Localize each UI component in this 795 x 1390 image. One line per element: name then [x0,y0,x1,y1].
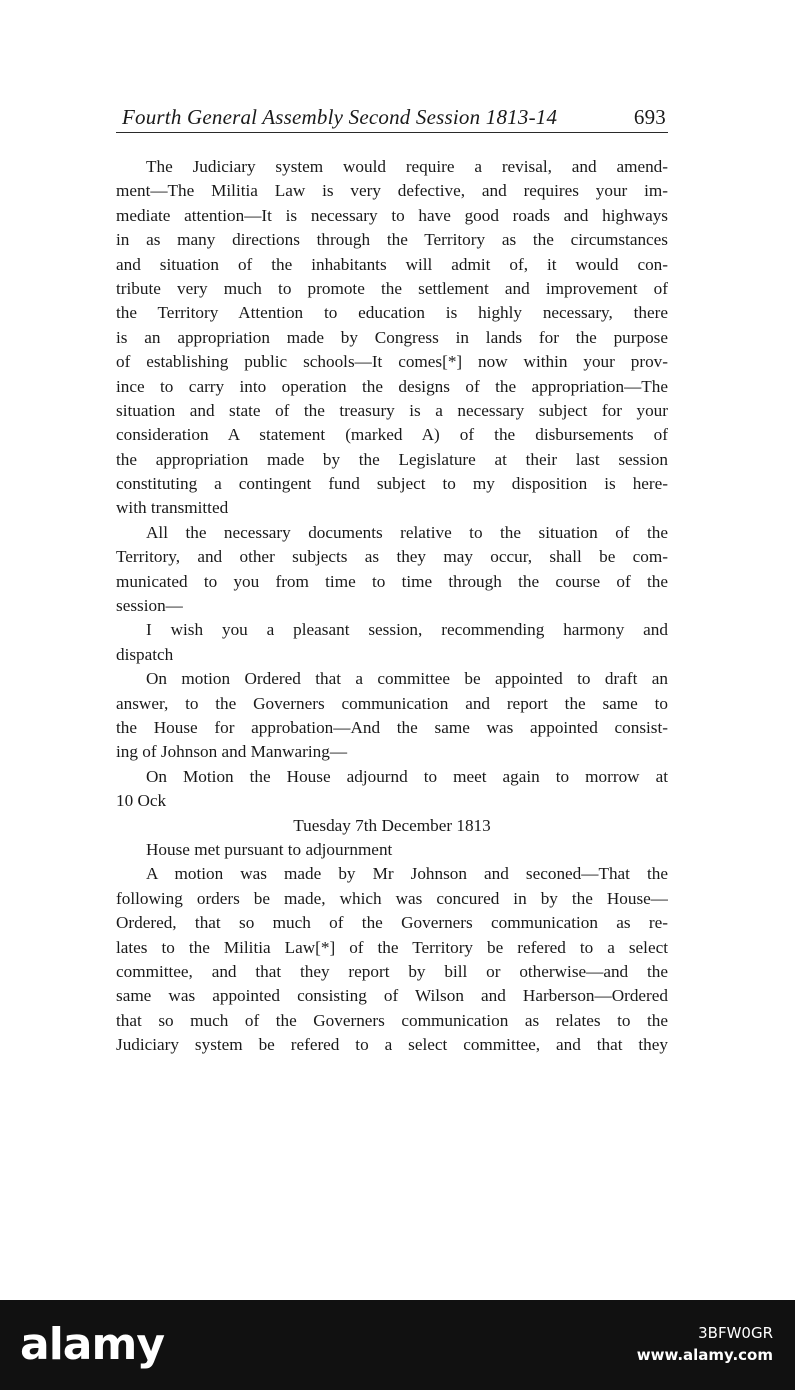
watermark-bar [0,1300,795,1390]
text-line: with transmitted [116,498,229,518]
running-head [116,102,668,133]
text-line: in as many directions through the Territory as the circumstances [116,230,668,250]
text-line: answer, to the Governers communication and report the same to [116,693,668,713]
text-line: The Judiciary system would require a revisal, and amend- [146,157,668,176]
text-line: committee, and that they report by bill or otherwise—and the [116,961,668,981]
text-line: constituting a contingent fund subject to my disposition is here- [116,474,668,494]
text-line: ince to carry into operation the designs of the appropriation—The [116,376,668,396]
text-line: that so much of the Governers communication as relates to the [116,1010,668,1030]
text-line: lates to the Militia Law[*] of the Territory be refered to a select [116,937,668,957]
text-line: same was appointed consisting of Wilson and Harberson—Ordered [116,986,668,1006]
text-line: and situation of the inhabitants will admit of, it would con- [116,254,668,274]
text-line: session— [116,596,183,616]
text-line: the House for approbation—And the same was appointed consist- [116,717,668,737]
body-text [116,155,668,1057]
text-line: Judiciary system be refered to a select committee, and that they [116,1035,668,1055]
text-line: ing of Johnson and Manwaring— [116,742,348,762]
text-line: Territory, and other subjects as they may occur, shall be com- [116,547,668,567]
watermark-info [593,1322,773,1366]
text-line: situation and state of the treasury is a necessary subject for your [116,400,668,420]
text-line: Ordered, that so much of the Governers communication as re- [116,913,668,933]
text-line: dispatch [116,644,174,664]
text-line: the Territory Attention to education is highly necessary, there [116,303,668,323]
text-line: All the necessary documents relative to the situation of the [146,522,668,542]
alamy-logo: alamy [20,1319,164,1370]
text-line: the appropriation made by the Legislature at their last session [116,449,668,469]
text-line: I wish you a pleasant session, recommending harmony and [146,620,668,640]
text-line: On Motion the House adjournd to meet again to morrow at [146,766,668,786]
watermark-image-id: 3BFW0GR [698,1324,773,1342]
text-line: tribute very much to promote the settlement and improvement of [116,278,668,298]
text-line: following orders be made, which was concured in by the House— [116,888,668,908]
text-line: municated to you from time to time through the course of the [116,571,668,591]
text-line: A motion was made by Mr Johnson and seconed—That the [146,864,668,884]
text-line: mediate attention—It is necessary to have good roads and highways [116,205,668,225]
text-line: of establishing public schools—It comes[*] now within your prov- [116,352,668,372]
watermark-url: www.alamy.com [636,1346,773,1364]
text-line: 10 Ock [116,791,167,811]
text-line: House met pursuant to adjournment [146,839,393,859]
page-number: 693 [633,105,666,129]
text-line: On motion Ordered that a committee be appointed to draft an [146,669,668,689]
text-line: Tuesday 7th December 1813 [293,815,491,835]
running-head-title: Fourth General Assembly Second Session 1813-14 [122,105,558,129]
text-line: is an appropriation made by Congress in lands for the purpose [116,327,668,347]
text-line: ment—The Militia Law is very defective, and requires your im- [116,181,668,201]
text-line: consideration A statement (marked A) of the disbursements of [116,425,668,445]
